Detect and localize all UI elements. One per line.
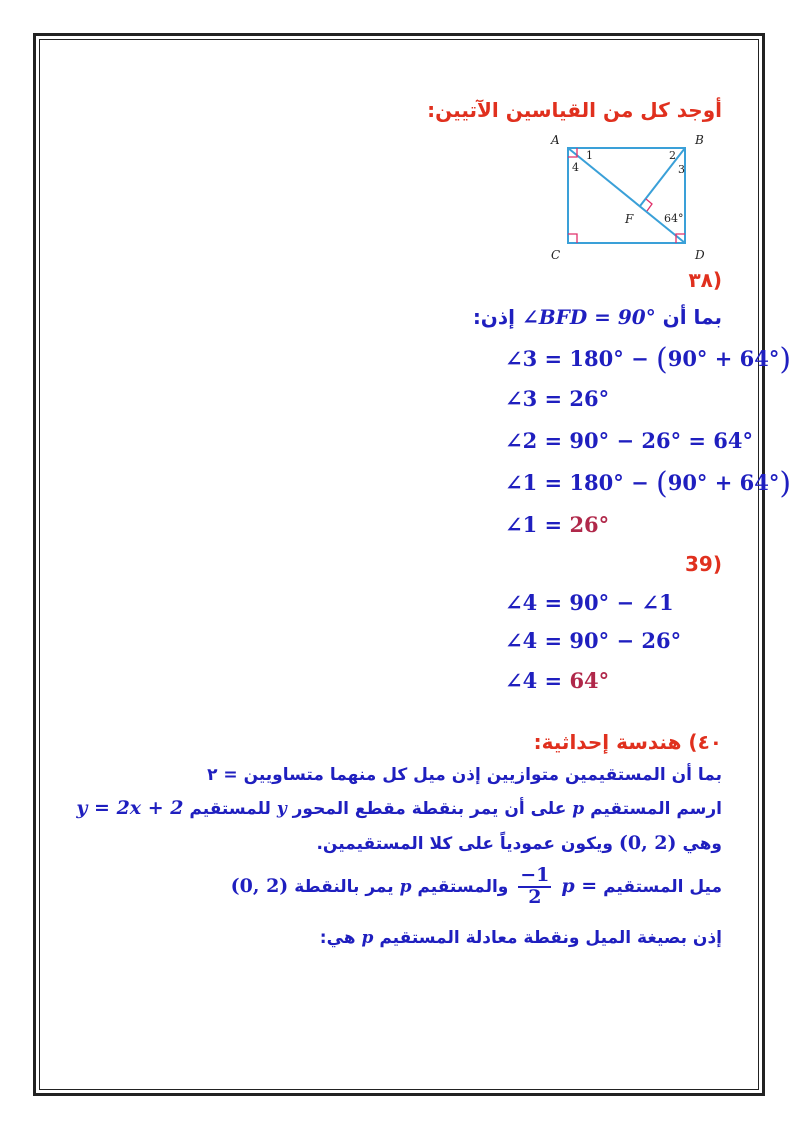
paren-close: ) <box>779 342 792 377</box>
rectangle-diagram <box>545 128 720 268</box>
vertex-label-b: B <box>695 133 704 147</box>
q38-line-1-paren: 90° + 64° <box>667 346 780 371</box>
q40-line-5-b: هي: <box>319 928 356 948</box>
q39-line-3 <box>505 668 609 693</box>
q40-line-2-b: على أن يمر بنقطة مقطع المحور <box>292 799 567 819</box>
question-38-intro <box>473 305 722 329</box>
q38-line-1-lhs: ∠3 = 180° − <box>505 346 656 371</box>
q40-line-1: بما أن المستقيمين متوازيين إذن ميل كل منهما متساويين = ٢ <box>207 765 722 785</box>
q40-line-2-c: للمستقيم <box>189 799 271 819</box>
q38-line-2 <box>505 386 609 411</box>
q38-line-3 <box>505 428 753 453</box>
vertex-label-d: D <box>695 248 705 262</box>
q38-line-4-lhs: ∠1 = 180° − <box>505 470 656 495</box>
right-angle-marker-f <box>646 199 652 211</box>
q40-line-3-b: ويكون عمودياً على كلا المستقيمين. <box>316 834 613 854</box>
q38-line-5 <box>505 512 609 537</box>
var-p: p <box>399 876 412 897</box>
q38-result: 26° <box>569 512 610 537</box>
q40-line-3-a: وهي <box>682 834 722 854</box>
right-angle-marker-c <box>568 234 577 243</box>
point-label-f: F <box>625 212 634 226</box>
question-39-number: (39 <box>685 552 722 576</box>
angle-label-4: 4 <box>572 161 579 174</box>
q40-line-2 <box>76 797 722 819</box>
q40-line-4-c: يمر بالنقطة <box>294 876 394 897</box>
intro-text: بما أن <box>662 305 722 329</box>
fraction-denominator: 2 <box>528 885 542 908</box>
q40-line-5-a: إذن بصيغة الميل ونقطة معادلة المستقيم <box>379 928 722 948</box>
q38-line-4 <box>505 466 791 501</box>
vertex-label-a: A <box>551 133 560 147</box>
var-p: p <box>572 799 585 819</box>
paren-open: ( <box>655 466 668 501</box>
section-heading: أوجد كل من القياسين الآتيين: <box>427 98 722 122</box>
paren-open: ( <box>655 342 668 377</box>
q40-line-4-a: ميل المستقيم <box>603 876 722 897</box>
q40-line-4 <box>231 866 722 908</box>
intro-then: إذن: <box>472 305 515 329</box>
paren-close: ) <box>779 466 792 501</box>
segment-bf <box>640 148 685 206</box>
angle-label-2: 2 <box>669 149 676 162</box>
q39-line-2-lhs: ∠4 = 90° − 26° <box>505 628 682 653</box>
intro-math: ∠BFD = 90° <box>521 305 656 329</box>
q40-line-3 <box>316 832 722 854</box>
question-38-number: (٣٨ <box>688 268 722 292</box>
q40-line-2-a: ارسم المستقيم <box>590 799 722 819</box>
q40-line-5 <box>320 928 722 948</box>
fraction-numerator: −1 <box>520 864 550 886</box>
q39-line-1 <box>505 590 674 615</box>
q38-line-5-lhs: ∠1 = <box>505 512 570 537</box>
diagonal-ad <box>568 148 685 243</box>
q39-result: 64° <box>569 668 610 693</box>
line-equation: y = 2x + 2 <box>76 797 184 819</box>
q39-line-2 <box>505 628 681 653</box>
var-y: y <box>276 799 287 819</box>
point-0-2: (0, 2) <box>230 874 289 897</box>
q38-line-1 <box>505 342 791 377</box>
q38-line-4-paren: 90° + 64° <box>667 470 780 495</box>
angle-label-1: 1 <box>586 149 593 162</box>
point-0-2: (0, 2) <box>618 832 677 854</box>
q40-line-4-b: والمستقيم <box>417 876 509 897</box>
vertex-label-c: C <box>551 248 561 262</box>
slope-fraction <box>518 866 551 908</box>
angle-label-64: 64° <box>664 212 684 225</box>
question-40-title: ٤٠) هندسة إحداثية: <box>533 730 722 754</box>
q39-line-3-lhs: ∠4 = <box>505 668 570 693</box>
var-p: p <box>361 928 374 948</box>
q38-line-2-lhs: ∠3 = 26° <box>505 386 610 411</box>
q39-line-1-lhs: ∠4 = 90° − ∠1 <box>505 590 674 615</box>
angle-label-3: 3 <box>678 163 685 176</box>
q38-line-3-lhs: ∠2 = 90° − 26° = 64° <box>505 428 754 453</box>
slope-label: p = <box>561 874 598 897</box>
